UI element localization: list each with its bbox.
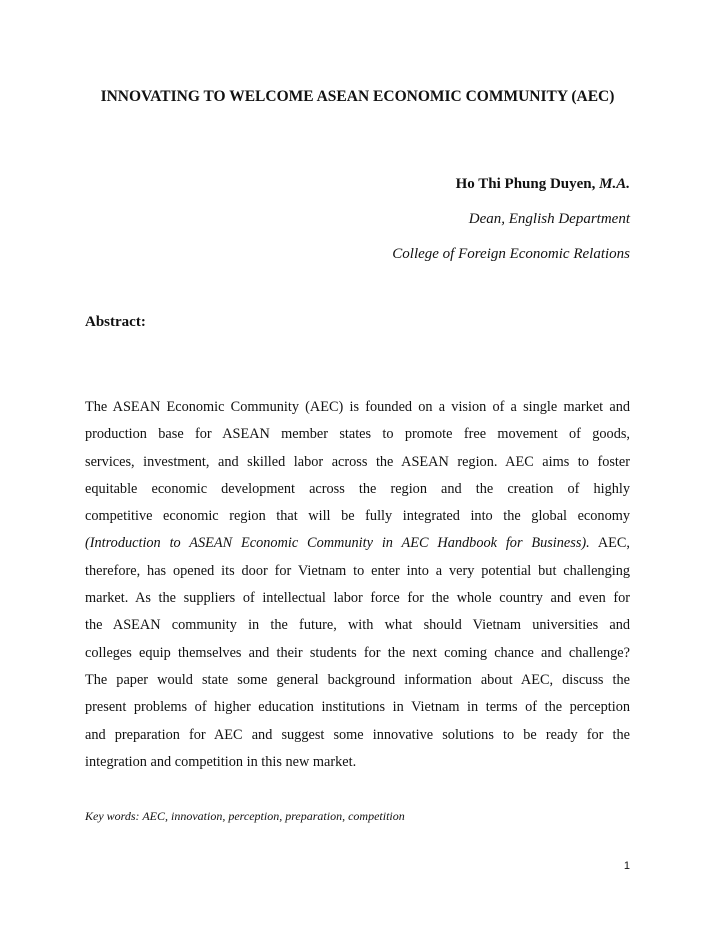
abstract-line: therefore, has opened its door for Vietnam to enter into a very potential but challenging (85, 562, 630, 579)
page-number: 1 (623, 860, 630, 872)
abstract-citation: (Introduction to ASEAN Economic Community in AEC Handbook for Business). (85, 535, 590, 552)
author-position: Dean, English Department (468, 211, 630, 227)
abstract-line: The paper would state some general background information about AEC, discuss the (85, 671, 630, 688)
abstract-line: production base for ASEAN member states to promote free movement of goods, (85, 426, 630, 443)
author-degree: M.A. (599, 176, 630, 192)
abstract-line: competitive economic region that will be fully integrated into the global economy (85, 508, 630, 525)
abstract-citation-tail: AEC, (589, 535, 630, 552)
abstract-line: present problems of higher education institutions in Vietnam in terms of the perception (85, 699, 630, 716)
abstract-line: The ASEAN Economic Community (AEC) is founded on a vision of a single market and (85, 399, 630, 415)
author-block (392, 174, 630, 279)
abstract-citation-line (85, 530, 630, 557)
abstract-heading: Abstract: (85, 314, 146, 330)
abstract-body (85, 394, 630, 776)
author-institution: College of Foreign Economic Relations (392, 246, 630, 262)
abstract-line: the ASEAN community in the future, with what should Vietnam universities and (85, 617, 630, 634)
author-name-line (392, 174, 630, 209)
abstract-line: market. As the suppliers of intellectual labor force for the whole country and even for (85, 590, 630, 607)
keywords: Key words: AEC, innovation, perception, preparation, competition (85, 809, 405, 823)
abstract-line: integration and competition in this new market. (85, 753, 357, 770)
abstract-line: and preparation for AEC and suggest some innovative solutions to be ready for the (85, 726, 630, 743)
abstract-line: equitable economic development across the region and the creation of highly (85, 480, 630, 497)
paper-title: INNOVATING TO WELCOME ASEAN ECONOMIC COMMUNITY (AEC) (100, 88, 615, 105)
abstract-line: services, investment, and skilled labor across the ASEAN region. AEC aims to foster (85, 453, 630, 470)
author-name: Ho Thi Phung Duyen, (455, 176, 600, 192)
abstract-line: colleges equip themselves and their students for the next coming chance and challenge? (85, 644, 630, 661)
